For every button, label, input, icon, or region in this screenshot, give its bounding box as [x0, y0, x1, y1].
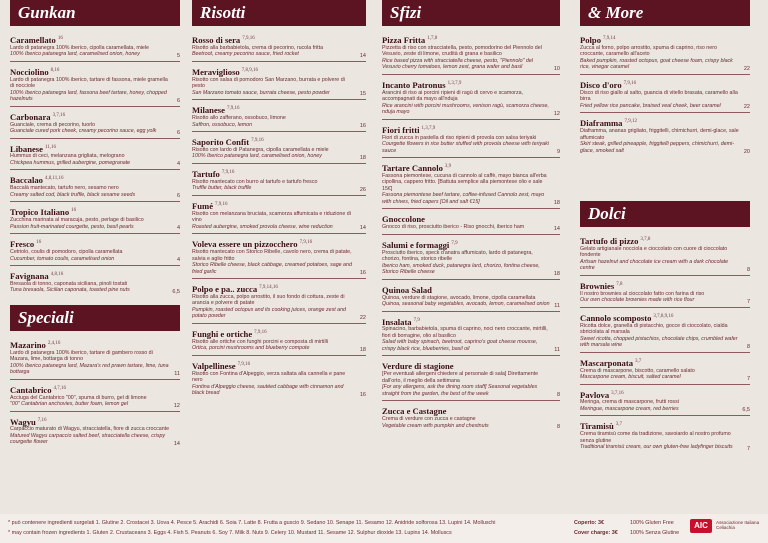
- menu-item: [580, 418, 750, 453]
- item-allergens: 3,9: [444, 164, 452, 170]
- item-allergens: 7,9,16: [251, 138, 264, 144]
- item-allergens: 4,8,16: [50, 272, 64, 278]
- item-name: Carbonara $^{3,7,16}$: [10, 111, 66, 122]
- item-name: Pavlova $^{3,7,16}$: [580, 389, 624, 400]
- item-description-en: Roasted aubergine, smoked provola cheese, wine reduction: [192, 223, 333, 230]
- item-description-it: Cetriolo, coulis di pomodoro, cipolla caramellata: [10, 249, 123, 256]
- item-description-en: Mascarpone cream, biscuit, salted caramel: [580, 374, 681, 381]
- item-price: 6: [176, 193, 180, 200]
- menu-item: [580, 278, 750, 308]
- item-name: Fumé $^{7,9,16}$: [192, 200, 228, 211]
- item-price: 4: [176, 257, 180, 264]
- item-price: 22: [359, 314, 366, 321]
- item-allergens: 16: [57, 36, 63, 41]
- item-allergens: 1,3,7,9: [447, 80, 462, 86]
- item-price: 7: [746, 298, 750, 305]
- menu-item: [192, 326, 366, 356]
- item-description-it: Crema di mascarpone, biscotto, caramello salato: [580, 367, 695, 374]
- item-description-en: Beetroot, creamy pecorino sauce, fried rocket: [192, 51, 299, 58]
- item-description-it: Risotto alla zucca, polpo arrostito, il suo fondo di cottura, zeste di arancia e polvere di patate: [192, 293, 345, 307]
- item-allergens: 8,16: [50, 67, 60, 73]
- item-name: Valpellinese $^{7,9,16}$: [192, 360, 251, 371]
- item-name: Mascarponata $^{3,7}$: [580, 357, 642, 368]
- menu-item: [192, 64, 366, 100]
- item-allergens: 7,9,16: [623, 80, 637, 86]
- item-allergens: 7,16: [37, 417, 47, 423]
- item-description-it: Pizzetta di riso con stracciatella, pesto, pomodorino del Piennolo del Vesuvio, zeste di limone, crudità di grana e basilico: [382, 44, 542, 58]
- item-price: 6: [176, 129, 180, 136]
- allergen-footer: [0, 514, 768, 543]
- section-speciali: [10, 305, 180, 449]
- item-price: 7: [746, 375, 750, 382]
- column-gunkan-speciali: [10, 0, 180, 451]
- menu-item: [382, 237, 560, 280]
- menu-item: [382, 282, 560, 312]
- item-description-it: Prosciutto iberico, speck d'anatra affumicato, lardo di patanegra, chorizo, fontina, storico ribelle: [382, 249, 533, 263]
- aic-label: Associazione Italiana Celiachia: [716, 520, 760, 530]
- section-more: [580, 0, 750, 157]
- item-description-en: Passion fruit-marinated courgette, pesto, basil pearls: [10, 223, 134, 230]
- item-description-it: Baccalà mantecato, tartufo nero, sesamo nero: [10, 185, 119, 192]
- item-name: Verdure di stagione: [382, 361, 454, 372]
- item-description-it: Risotto con melanzana bruciata, scamorza affumicata e riduzione di vino: [192, 210, 351, 224]
- item-allergens: 7,9,16: [221, 169, 235, 175]
- item-description-en: Salad with baby spinach, beetroot, caprino's goat cheese mousse, crispy black rice, blueberries, basil oil: [382, 339, 538, 352]
- item-description-it: Risotto mantecato con burro al tartufo e tartufo fresco: [192, 178, 318, 185]
- item-description-it: Carpaccio maturato di Wagyu, stracciatella, fiore di zucca croccante: [10, 426, 170, 433]
- item-name: Meraviglioso $^{7,8,9,16}$: [192, 66, 258, 77]
- item-description-en: Creamy salted cod, black truffle, black sesame seeds: [10, 191, 136, 198]
- item-description-it: Lardo di patanegra 100% iberico, tartare di fassona, miele gramella di nocciole: [10, 76, 168, 90]
- item-name: Brownies $^{7,8}$: [580, 280, 623, 291]
- item-name: Baccalao $^{4,8,11,16}$: [10, 175, 64, 186]
- item-allergens: 7,9: [451, 240, 458, 246]
- item-allergens: 7,9,16: [215, 201, 228, 207]
- menu-item: [10, 268, 180, 297]
- menu-item: [192, 32, 366, 62]
- item-name: Tartufo $^{7,9,16}$: [192, 168, 235, 179]
- menu-item: [192, 102, 366, 132]
- menu-item: [192, 358, 366, 400]
- item-allergens: 2,4,16: [47, 340, 61, 346]
- item-name: Tropico Italiano $^{16}$: [10, 207, 77, 218]
- item-allergens: 4,8,11,16: [44, 176, 64, 182]
- item-name: Zucca e Castagne: [382, 406, 447, 417]
- item-allergens: 4,7,16: [53, 385, 67, 391]
- item-description-en: Rice arancini with porcini mushrooms, venison ragù, scamorza cheese, nduja mayo: [382, 102, 549, 116]
- item-name: Libanese $^{11,16}$: [10, 143, 57, 154]
- item-allergens: 7,9,16: [226, 106, 240, 112]
- item-description-it: Spinacino, barbabietola, spuma di caprino, noci nero croccante, mirtilli, fiori di borragine, olio al basilico: [382, 326, 548, 339]
- item-name: Rosso di sera $^{7,9,16}$: [192, 34, 255, 45]
- item-name: Polpo e pa.. zucca $^{7,9,14,16}$: [192, 283, 278, 294]
- item-description-it: Fiori di zucca in pastella di riso ripieni di provola con salsa teriyaki: [382, 134, 537, 141]
- section-title-speciali: Speciali: [10, 305, 180, 331]
- menu-item: [382, 403, 560, 432]
- menu-item: [580, 77, 750, 113]
- item-price: 16: [359, 391, 366, 398]
- menu-item: [192, 236, 366, 279]
- item-allergens: 1,7,8: [427, 36, 438, 41]
- item-description-it: Fassona piemontese, cucuna di cannolo al caffè, mayo bianca all'erba cipollina, cappero fritto. [Battuta semplice alla piemontese olio e sale 15€]: [382, 172, 547, 192]
- item-name: Milanese $^{7,9,16}$: [192, 105, 240, 116]
- item-price: 22: [743, 104, 750, 111]
- section-title-dolci: Dolci: [580, 201, 750, 227]
- item-name: Cannolo scomposto $^{3,7,8,9,16}$: [580, 312, 674, 323]
- item-description-en: Truffle butter, black truffle: [192, 185, 252, 192]
- menu-item: [192, 281, 366, 324]
- item-name: Tartare Cannolo $^{3,9}$: [382, 162, 452, 173]
- item-price: 12: [173, 402, 180, 409]
- item-price: 16: [359, 123, 366, 130]
- item-name: Quinoa Salad: [382, 284, 432, 295]
- menu-item: [382, 32, 560, 75]
- item-description-it: Risotto con salsa di pomodoro San Marzano, burrata e polvere di pesto: [192, 76, 345, 90]
- item-description-en: [For any allergens, ask the dining room staff] Seasonal vegetables straight from the garden, the best of the week: [382, 384, 538, 397]
- item-description-en: Tuna bresaola, Sicilian caponata, toasted pine nuts: [10, 287, 130, 294]
- item-allergens: 7,9,14: [603, 36, 616, 41]
- item-description-it: Diaframma, ananas grigliato, friggitelli, chimichurri, demi-glace, sale affumicato: [580, 128, 739, 141]
- item-description-it: Risotto con Fontina d'Alpeggio, verza saltata alla cannella e pane nero: [192, 370, 346, 384]
- item-description-en: Skirt steak, grilled pineapple, friggitelli peppers, chimichurri, demi-glace, smoked salt: [580, 141, 734, 154]
- item-description-it: Gnocco di riso, prosciutto iberico - Riso gnocchi, iberico ham: [382, 224, 525, 231]
- item-description-it: Quinoa, verdure di stagione, avocado, limone, cipolla caramellata: [382, 294, 536, 301]
- item-price: 15: [359, 91, 366, 98]
- item-price: 18: [359, 346, 366, 353]
- item-price: 8: [556, 392, 560, 399]
- item-description-en: "00" Cantabrian anchovies, butter foam, lemon gel: [10, 401, 129, 408]
- item-description-it: Risotto allo zafferano, ossobuco, limone: [192, 115, 286, 122]
- item-price: 14: [359, 225, 366, 232]
- item-price: 20: [743, 149, 750, 156]
- item-price: 18: [359, 154, 366, 161]
- item-description-it: Hummus di ceci, melanzana grigliata, melograno: [10, 153, 125, 160]
- item-description-en: Vegetable cream with pumpkin and chestnuts: [382, 422, 489, 429]
- item-description-en: Our own chocolate brownies made with rice flour: [580, 297, 695, 304]
- senza-glutine-label: 100% Senza Glutine: [630, 530, 680, 536]
- item-allergens: 7,9,16: [254, 329, 267, 335]
- menu-item: [382, 160, 560, 209]
- item-name: Funghi e ortiche $^{7,9,16}$: [192, 328, 267, 339]
- item-description-it: Il nostro brownies al cioccolato fatto con farina di riso: [580, 290, 705, 297]
- menu-item: [192, 134, 366, 164]
- item-price: 11: [174, 370, 180, 377]
- item-description-en: Saffron, ossobuco, lemon: [192, 121, 253, 128]
- menu-item: [10, 32, 180, 62]
- menu-item: [192, 198, 366, 234]
- item-description-it: Meringa, crema di mascarpone, frutti rossi: [580, 399, 679, 406]
- item-name: Polpo $^{7,9,14}$: [580, 34, 616, 45]
- menu-item: [382, 122, 560, 158]
- item-price: 4: [176, 161, 180, 168]
- item-name: Salumi e formaggi $^{7,9}$: [382, 239, 458, 250]
- item-name: Favignana $^{4,8,16}$: [10, 270, 64, 281]
- item-description-it: Arancini di riso ai porcini ripieni di ragù di cervo e scamorza, accompagnati da mayo all'nduja: [382, 89, 524, 103]
- menu-item: [580, 115, 750, 157]
- section-risotti: [192, 0, 366, 400]
- item-description-it: Gelato artigianale nocciola e cioccolato con cuore di cioccolato fondente: [580, 245, 728, 259]
- menu-item: [382, 211, 560, 234]
- item-name: Fiori fritti $^{1,3,7,9}$: [382, 124, 436, 135]
- item-description-en: Guanciale cured pork cheek, creamy pecorino sauce, egg yolk: [10, 128, 157, 135]
- section-title-more: & More: [580, 0, 750, 26]
- menu-item: [10, 382, 180, 412]
- column-more-dolci: [580, 0, 750, 456]
- item-name: Voleva essere un pizzocchero $^{7,9,16}$: [192, 239, 313, 250]
- item-price: 7: [746, 445, 750, 452]
- item-price: 6,5: [172, 288, 180, 295]
- item-price: 9: [556, 149, 560, 156]
- item-price: 4: [176, 225, 180, 232]
- item-name: Wagyu $^{7,16}$: [10, 416, 47, 427]
- item-price: 14: [359, 52, 366, 59]
- item-description-en: Iberico ham, smoked duck, patanegra lard, chorizo, fontina cheese, Storico Ribelle cheese: [382, 262, 540, 276]
- menu-item: [10, 64, 180, 107]
- item-description-it: Risotto mantecato con Storico Ribelle, cavolo nero, crema di patate, salvia e aglio fritto: [192, 249, 352, 262]
- item-description-en: Traditional tiramisù cream, our own gluten-free ladyfinger biscuits: [580, 444, 733, 451]
- item-description-en: 100% Iberico patanegra lard, caramelised onion, honey: [10, 51, 140, 58]
- item-description-en: Courgette flowers in rice butter stuffed with provola cheese with teriyaki sauce: [382, 141, 549, 154]
- item-description-it: Zucca al forno, polpo arrostito, spuma di caprino, riso nero croccante, caramello all'aceto: [580, 44, 717, 58]
- item-description-en: San Marzano tomato sauce, burrata cheese, pesto powder: [192, 89, 330, 96]
- menu-item: [382, 358, 560, 401]
- item-description-it: Lardo di patanegra 100% iberico, tartare di gambero rosso di Mazara, lime, bottarga di tonno: [10, 349, 153, 363]
- section-title-gunkan: Gunkan: [10, 0, 180, 26]
- item-description-it: Bresaola di tonno, caponata siciliana, pinoli tostati: [10, 280, 128, 287]
- item-description-en: Ortica, porcini mushrooms and blueberry compote: [192, 345, 310, 352]
- menu-item: [10, 236, 180, 266]
- column-sfizi: [382, 0, 560, 434]
- item-allergens: 1,3,7,9: [421, 125, 436, 131]
- item-allergens: 3,7,16: [52, 112, 66, 118]
- item-allergens: 3,7,8,9,16: [653, 313, 674, 319]
- item-description-it: Disco di riso giallo al salto, guancia di vitello brasata, caramello alla birra: [580, 89, 738, 103]
- item-name: Cantabrico $^{4,7,16}$: [10, 384, 67, 395]
- column-risotti: [192, 0, 366, 402]
- item-price: 14: [173, 440, 180, 447]
- item-name: Nocciolino $^{8,16}$: [10, 66, 60, 77]
- item-price: 10: [553, 65, 560, 72]
- item-description-en: Cucumber, tomato coulis, caramelised onion: [10, 255, 115, 262]
- item-name: Tartufo di pizzo $^{3,7,8}$: [580, 235, 651, 246]
- item-name: Disco d'oro $^{7,9,16}$: [580, 79, 637, 90]
- menu-item: [580, 310, 750, 353]
- item-name: Incanto Patronus $^{1,3,7,9}$: [382, 79, 462, 90]
- item-name: Pizza Fritta $^{1,7,8}$: [382, 34, 438, 45]
- item-price: 8: [556, 424, 560, 431]
- item-allergens: 16: [36, 240, 42, 246]
- item-description-en: Quinoa, seasonal baby vegetables, avocado, lemon, caramelised onion: [382, 301, 550, 308]
- menu-item: [10, 172, 180, 202]
- item-price: 6,5: [742, 407, 750, 414]
- item-description-it: Guanciale, crema di pecorino, tuorlo: [10, 121, 96, 128]
- section-gunkan: [10, 0, 180, 297]
- item-allergens: 7,9,12: [624, 119, 637, 125]
- item-description-it: Ricotta dolce, granella di pistacchio, gocce di cioccolato, cialda sbriciolata al marsala: [580, 322, 728, 336]
- section-title-sfizi: Sfizi: [382, 0, 560, 26]
- item-allergens: 7,9: [413, 317, 420, 323]
- item-price: 5: [176, 52, 180, 59]
- menu-item: [580, 32, 750, 75]
- item-price: 8: [746, 343, 750, 350]
- item-name: Caramellato $^{16}$: [10, 34, 63, 45]
- item-price: 6: [176, 97, 180, 104]
- item-description-en: Meringue, mascarpone cream, red berries: [580, 405, 679, 412]
- menu-item: [10, 204, 180, 234]
- item-allergens: 7,8: [616, 281, 623, 287]
- item-description-en: Rice based pizza with stracciatella cheese, pesto, "Piennolo" del Vesuvio cherry tomatoes, lemon zest, grana wafer and basil: [382, 57, 533, 71]
- item-allergens: 3,7,8: [640, 237, 651, 243]
- item-description-it: Lardo di patanegra 100% iberico, cipolla caramellata, miele: [10, 44, 149, 51]
- menu-item: [10, 337, 180, 380]
- item-description-it: Risotto alla barbabietola, crema di pecorino, rucola fritta: [192, 44, 324, 51]
- item-description-it: Risotto con lardo di Patanegra, cipolla caramellata e miele: [192, 146, 329, 153]
- item-price: 12: [553, 110, 560, 117]
- menu-item: [10, 109, 180, 139]
- item-description-en: Artisan hazelnut and chocolate ice cream with a dark chocolate centre: [580, 258, 729, 272]
- item-name: Diaframma $^{7,9,12}$: [580, 118, 637, 129]
- menu-item: [192, 166, 366, 196]
- item-description-it: Acciuga del Cantabrico "00", spuma di burro, gel di limone: [10, 394, 147, 401]
- item-description-en: Fontina d'Alpeggio cheese, sautéed cabbage with cinnamon and black bread: [192, 383, 344, 397]
- item-price: 11: [554, 302, 560, 309]
- menu-item: [580, 355, 750, 385]
- aic-logo: AIC: [690, 519, 712, 533]
- menu-item: [10, 141, 180, 171]
- item-price: 14: [553, 225, 560, 232]
- item-description-it: Risotto alle ortiche con funghi porcini e composta di mirtilli: [192, 338, 329, 345]
- item-name: Saporito Confit $^{7,9,16}$: [192, 136, 264, 147]
- gluten-free-label: 100% Gluten Free: [630, 520, 674, 526]
- item-description-en: Baked pumpkin, roasted octopus, goat cheese foam, crispy black rice, vinegar caramel: [580, 57, 733, 71]
- item-allergens: 16: [71, 208, 77, 214]
- menu-item: [382, 77, 560, 120]
- item-price: 26: [359, 186, 366, 193]
- item-description-it: Crema tiramisù come da tradizione, savoiardo al nostro profumo senza glutine: [580, 431, 731, 444]
- item-description-en: Chickpea hummus, grilled aubergine, pomegranate: [10, 159, 131, 166]
- menu-item: [580, 233, 750, 276]
- item-allergens: 7,8,9,16: [241, 67, 258, 73]
- allergens-english: * may contain frozen ingredients 1. Gluten 2. Crustaceans 3. Eggs 4. Fish 5. Peanuts 6. Soy 7. Milk 8. Nuts 9. Celery 10. Mustard 11. Sesame 12. Sulphur dioxide 13. Lupins 14. Molluscs: [8, 530, 452, 536]
- item-name: Fresco $^{16}$: [10, 239, 42, 250]
- item-description-it: Crema di verdure con zucca e castagne: [382, 416, 476, 423]
- coperto-label: Coperto: 3€: [574, 520, 604, 526]
- item-description-en: Fassona piemontese beef tartare, coffee-infused Cannolo zest, mayo with chives, fried capers [Oil and salt €15]: [382, 192, 545, 205]
- item-allergens: 7,9,16: [299, 240, 313, 246]
- item-price: 18: [553, 270, 560, 277]
- item-name: Mazarino $^{2,4,16}$: [10, 339, 61, 350]
- item-price: 18: [553, 200, 560, 207]
- section-dolci: [580, 201, 750, 454]
- item-allergens: 7,9,16: [242, 36, 255, 41]
- section-sfizi: [382, 0, 560, 432]
- item-description-it: Zucchina marinata al maracuja, pesto, perlage di basilico: [10, 217, 144, 224]
- menu-item: [580, 387, 750, 417]
- item-description-it: [Per eventuali allergeni chiedere al personale di sala] Direttamente dall'orto, il meglio della settimana: [382, 371, 539, 384]
- item-name: Insalata $^{7,9}$: [382, 316, 420, 327]
- item-name: Tiramisù $^{3,7}$: [580, 421, 622, 432]
- item-name: Gnoccolone: [382, 214, 425, 225]
- item-allergens: 3,7,16: [611, 390, 624, 396]
- item-price: 22: [743, 65, 750, 72]
- item-description-en: Fried yellow rice pancake, braised veal cheek, beer caramel: [580, 102, 721, 109]
- item-allergens: 3,7: [635, 358, 642, 364]
- item-description-en: 100% Iberico patanegra lard, Mazara's red prawn tartare, lime, tuna bottarga: [10, 362, 169, 376]
- item-price: 8: [746, 266, 750, 273]
- item-description-en: Storico Ribelle cheese, black cabbage, creamed potatoes, sage and fried garlic: [192, 262, 352, 275]
- menu-item: [10, 414, 180, 449]
- item-allergens: 7,9,16: [237, 361, 251, 367]
- menu-item: [382, 314, 560, 357]
- item-description-en: Matured Wagyu carpaccio salted beef, stracciatella cheese, crispy courgette flower: [10, 432, 166, 446]
- item-allergens: 7,9,14,16: [259, 285, 278, 291]
- item-price: 16: [359, 270, 366, 277]
- item-allergens: 11,16: [44, 144, 57, 150]
- cover-charge-label: Cover charge: 3€: [574, 530, 618, 536]
- item-description-en: 100% Iberico patanegra lard, caramelised onion, honey: [192, 153, 322, 160]
- allergens-italian: * può contenere ingredienti surgelati 1. Glutine 2. Crostacei 3. Uova 4. Pesce 5. Arachidi 6. Soia 7. Latte 8. Frutta a guscio 9. Sedano 10. Senape 11. Sesamo 12. Anidride solforosa 13. Lupini 14. Molluschi: [8, 520, 496, 526]
- item-allergens: 3,7: [615, 422, 622, 428]
- section-title-risotti: Risotti: [192, 0, 366, 26]
- item-description-en: 100% Iberico patanegra lard, fassona beef tartare, honey, chopped hazelnuts: [10, 89, 167, 103]
- item-description-en: Pumpkin, roasted octopus and its cooking juices, orange zest and potato powder: [192, 306, 346, 320]
- item-description-en: Sweet ricotta, chopped pistachios, chocolate chips, crumbled wafer with marsala wine: [580, 335, 738, 349]
- item-price: 11: [554, 347, 560, 354]
